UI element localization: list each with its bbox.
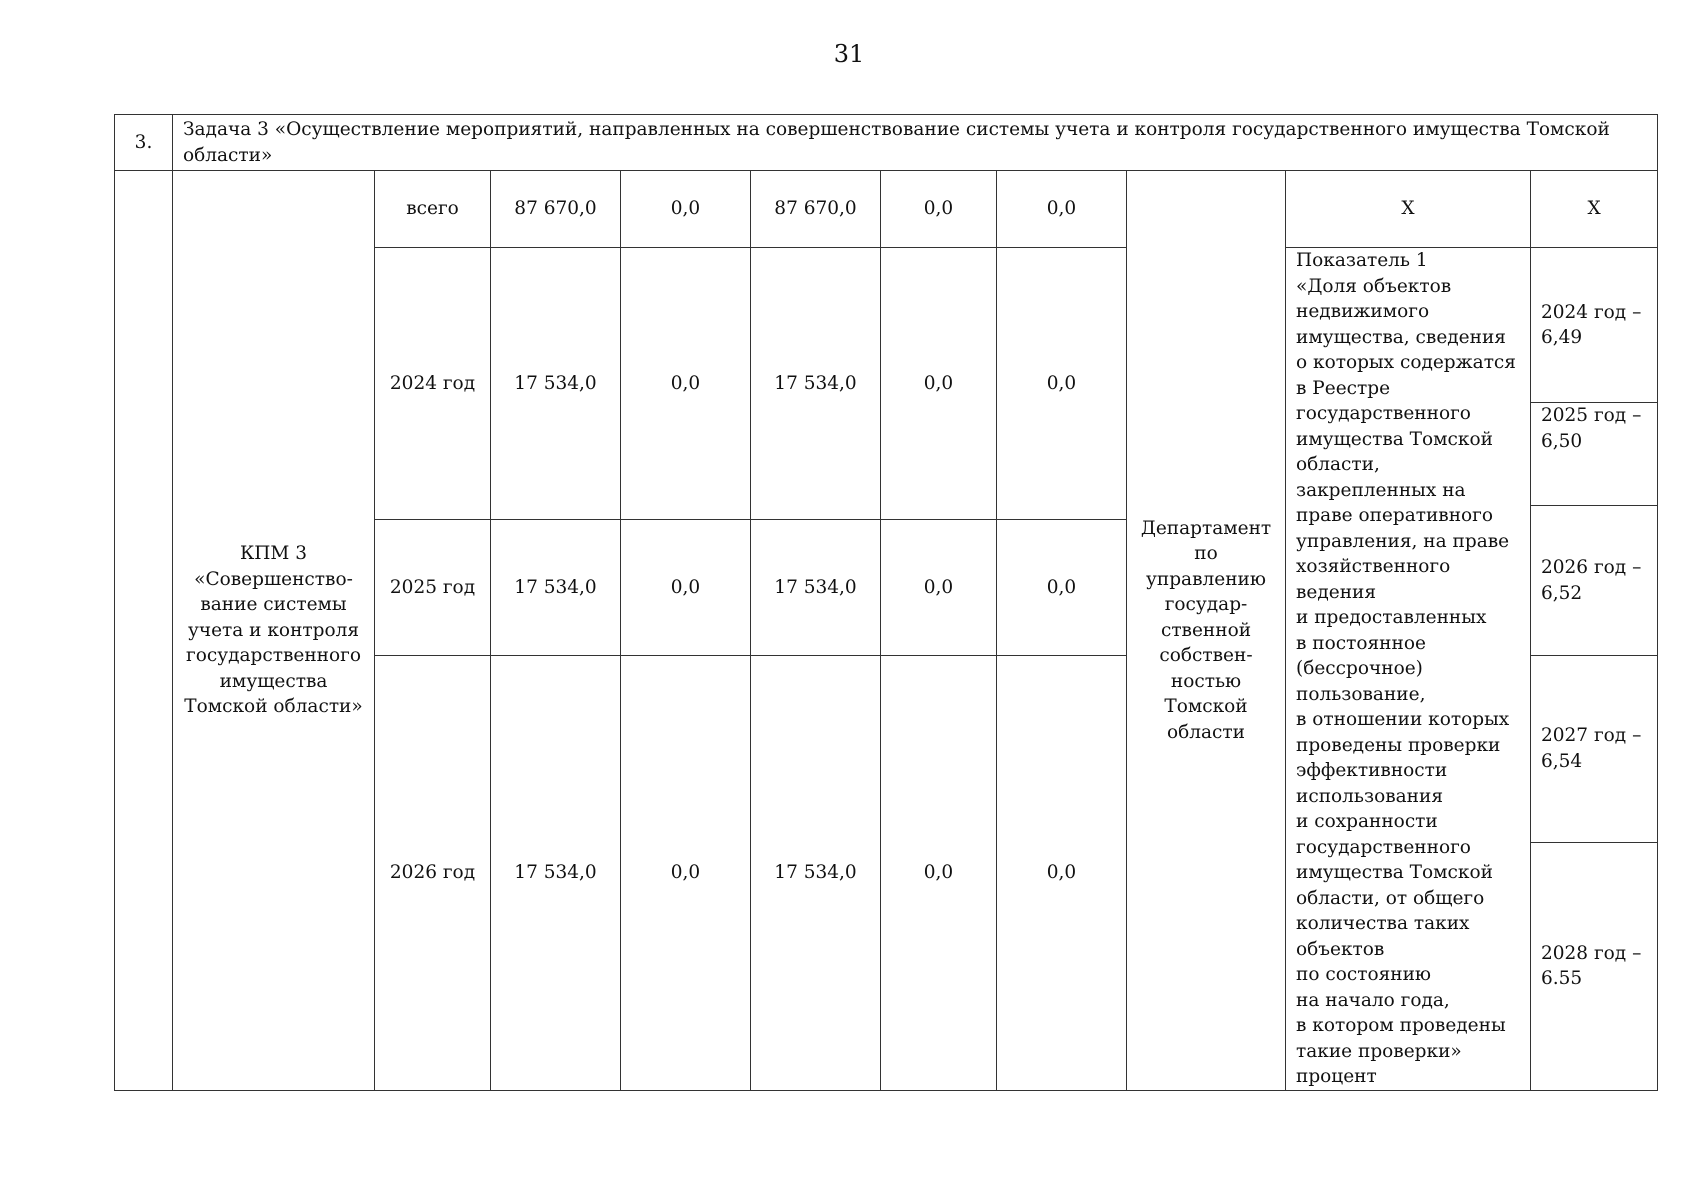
period-cell: 2024 год <box>375 248 491 520</box>
value-cell: 0,0 <box>997 171 1127 248</box>
target-value: 2025 год – 6,50 <box>1531 403 1658 506</box>
value-cell: 0,0 <box>881 520 997 656</box>
value-cell: 0,0 <box>621 656 751 1090</box>
value-cell: 17 534,0 <box>491 248 621 520</box>
value-cell: 87 670,0 <box>491 171 621 248</box>
target-value: 2026 год – 6,52 <box>1531 506 1658 656</box>
department-cell: Департамент по управлению государ-ственной собствен-ностью Томской области <box>1127 171 1286 1091</box>
value-cell: 0,0 <box>997 248 1127 520</box>
value-cell: 17 534,0 <box>751 656 881 1090</box>
program-title: КПМ 3 «Совершенство-вание системы учета и контроля государственного имущества Томской области» <box>173 171 375 1091</box>
empty-number-cell <box>115 171 173 1091</box>
value-cell: 17 534,0 <box>491 520 621 656</box>
program-table <box>114 114 1658 1091</box>
table-row <box>115 171 1658 248</box>
value-cell: 17 534,0 <box>751 248 881 520</box>
value-cell: 0,0 <box>997 520 1127 656</box>
x-mark: X <box>1531 171 1658 248</box>
value-cell: 0,0 <box>881 248 997 520</box>
value-cell: 0,0 <box>621 520 751 656</box>
indicator-description: Показатель 1 «Доля объектов недвижимого имущества, сведения о которых содержатся в Реестре государственного имущества Томской области, закрепленных на праве оперативного управления, на праве хозяйственного ведения и предоставленных в постоянное (бессрочное) пользование, в отношении которых проведены проверки эффективности использования и сохранности государственного имущества Томской области, от общего количества таких объектов по состоянию на начало года, в котором проведены такие проверки» процент <box>1286 248 1531 1091</box>
value-cell: 17 534,0 <box>491 656 621 1090</box>
task-title: Задача 3 «Осуществление мероприятий, направленных на совершенствование системы учета и контроля государственного имущества Томской области» <box>173 115 1658 171</box>
value-cell: 0,0 <box>881 656 997 1090</box>
target-value: 2028 год – 6.55 <box>1531 842 1658 1090</box>
value-cell: 0,0 <box>881 171 997 248</box>
x-mark: X <box>1286 171 1531 248</box>
value-cell: 0,0 <box>621 171 751 248</box>
period-cell: 2025 год <box>375 520 491 656</box>
value-cell: 17 534,0 <box>751 520 881 656</box>
value-cell: 87 670,0 <box>751 171 881 248</box>
value-cell: 0,0 <box>997 656 1127 1090</box>
period-cell: 2026 год <box>375 656 491 1090</box>
page-number: 31 <box>833 40 865 68</box>
target-value: 2027 год – 6,54 <box>1531 656 1658 842</box>
period-cell: всего <box>375 171 491 248</box>
target-value: 2024 год – 6,49 <box>1531 248 1658 403</box>
task-number: 3. <box>115 115 173 171</box>
task-row <box>115 115 1658 171</box>
value-cell: 0,0 <box>621 248 751 520</box>
